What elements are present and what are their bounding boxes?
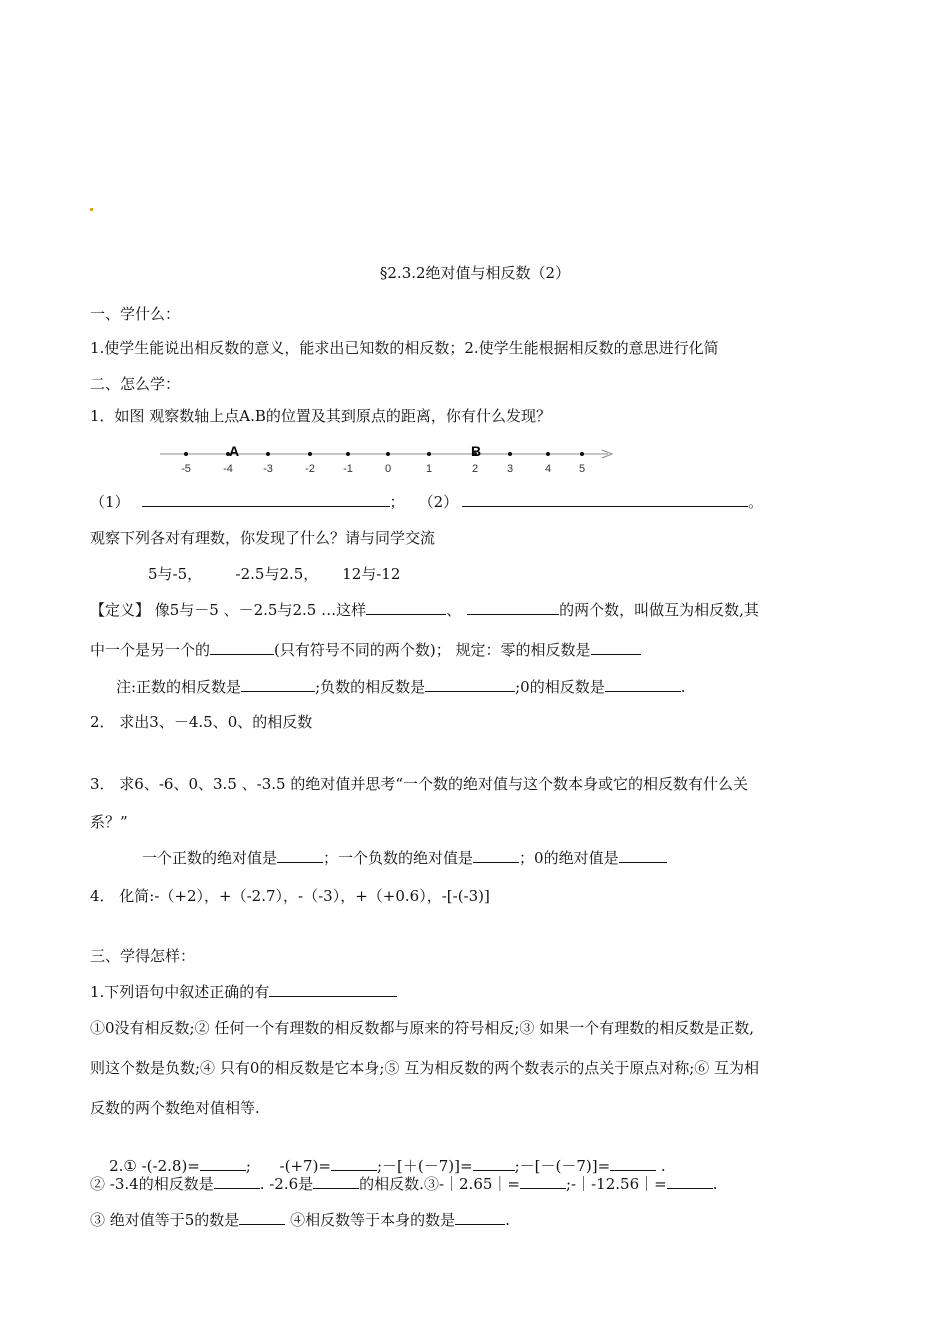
number-line-point — [308, 452, 312, 456]
exercise-3-text-d: ;-｜-12.56｜= — [565, 1175, 667, 1193]
question-2: 2． 求出3、－4.5、0、的相反数 — [90, 713, 313, 731]
number-line-tick-label: 0 — [384, 463, 392, 475]
exercise-2-text-e: . — [656, 1157, 666, 1175]
exercise-2-text-d: ;－[－(－7)]= — [514, 1157, 611, 1175]
exercise-4-text-a: ③ 绝对值等于5的数是 — [90, 1211, 240, 1229]
number-line-tick-label: 1 — [425, 463, 433, 475]
number-line-point — [346, 452, 350, 456]
exercise-2-text-a: 2.① -(-2.8)= — [109, 1157, 200, 1175]
number-line-tick-label: 4 — [544, 463, 552, 475]
number-line-point — [427, 452, 431, 456]
exercise-3-text-a: ② -3.4的相反数是 — [90, 1175, 214, 1193]
learning-goal: 1.使学生能说出相反数的意义，能求出已知数的相反数；2.使学生能根据相反数的意思进行化简 — [90, 339, 719, 357]
definition2-text-a: 中一个是另一个的 — [90, 641, 211, 659]
section-1-heading: 一、学什么： — [90, 305, 181, 323]
number-line-labels — [181, 463, 585, 475]
question-3-continued: 系？” — [90, 813, 128, 831]
exercise-1-text: 1.下列语句中叙述正确的有 — [90, 983, 270, 1001]
number-line-point — [546, 452, 550, 456]
exercise-2-blank-3[interactable] — [473, 1156, 515, 1171]
abs-blank-2[interactable] — [473, 848, 519, 863]
note-text-d: . — [680, 678, 686, 696]
definition-line-2 — [90, 640, 641, 660]
abs-text-a: 一个正数的绝对值是 — [142, 849, 278, 867]
exercise-3 — [90, 1174, 717, 1194]
number-line-tick-label: 5 — [578, 463, 586, 475]
number-line-point — [508, 452, 512, 456]
answer-end: 。 — [748, 493, 764, 511]
exercise-4 — [90, 1210, 510, 1230]
definition2-text-b: (只有符号不同的两个数)； 规定：零的相反数是 — [274, 641, 591, 659]
exercise-1-blank[interactable] — [269, 982, 397, 997]
section-2-heading: 二、怎么学： — [90, 375, 181, 393]
stray-mark — [90, 208, 93, 211]
exercise-1-statements-2: 则这个数是负数;④ 只有0的相反数是它本身;⑤ 互为相反数的两个数表示的点关于原点对称;⑥ 互为相 — [90, 1059, 760, 1077]
number-line-point — [386, 452, 390, 456]
definition-blank-4[interactable] — [591, 640, 641, 655]
exercise-2-blank-2[interactable] — [331, 1156, 377, 1171]
question-3: 3． 求6、-6、0、3.5 、-3.5 的绝对值并思考“一个数的绝对值与这个数本身或它的相反数有什么关 — [90, 775, 748, 793]
number-line-point — [580, 452, 584, 456]
exercise-1 — [90, 982, 397, 1002]
abs-blank-1[interactable] — [277, 848, 323, 863]
exercise-3-blank-1[interactable] — [214, 1174, 260, 1189]
number-line-tick-label: 3 — [506, 463, 514, 475]
answer-2-blank[interactable] — [462, 492, 748, 507]
exercise-2-blank-4[interactable] — [610, 1156, 656, 1171]
number-line-point — [266, 452, 270, 456]
exercise-4-blank-1[interactable] — [239, 1210, 285, 1225]
answer-2-label: （2） — [418, 493, 459, 511]
exercise-1-statements-1: ①0没有相反数;② 任何一个有理数的相反数都与原来的符号相反;③ 如果一个有理数的相反数是正数, — [90, 1019, 754, 1037]
abs-blank-3[interactable] — [619, 848, 667, 863]
question-4: 4． 化简:-（+2），+（-2.7），-（-3），+（+0.6），-[-(-3)] — [90, 887, 490, 905]
number-pairs: 5与-5， -2.5与2.5， 12与-12 — [148, 565, 401, 583]
definition-text-a: 【定义】 像5与－5 、－2.5与2.5 …这样 — [90, 601, 367, 619]
definition-text-c: 的两个数，叫做互为相反数,其 — [559, 601, 759, 619]
definition-blank-1[interactable] — [366, 600, 446, 615]
absolute-value-line — [142, 848, 667, 868]
exercise-3-text-b: . -2.6是 — [259, 1175, 314, 1193]
note-text-b: ;负数的相反数是 — [315, 678, 426, 696]
number-line-tick-label: 2 — [471, 463, 479, 475]
abs-text-b: ；一个负数的绝对值是 — [323, 849, 474, 867]
number-line-tick-label: -1 — [343, 463, 353, 475]
exercise-3-text-e: . — [712, 1175, 718, 1193]
point-b-label: B — [471, 443, 482, 459]
definition-blank-3[interactable] — [210, 640, 274, 655]
observe-prompt: 观察下列各对有理数，你发现了什么？请与同学交流 — [90, 529, 436, 547]
exercise-1-statements-3: 反数的两个数绝对值相等. — [90, 1099, 260, 1117]
number-line-tick-label: -5 — [181, 463, 191, 475]
note-blank-3[interactable] — [605, 677, 681, 692]
note-blank-1[interactable] — [241, 677, 315, 692]
note-text-a: 注:正数的相反数是 — [116, 678, 242, 696]
note-line — [116, 677, 686, 697]
exercise-3-blank-2[interactable] — [313, 1174, 359, 1189]
point-a-label: A — [229, 443, 240, 459]
note-blank-2[interactable] — [425, 677, 515, 692]
exercise-4-blank-2[interactable] — [455, 1210, 505, 1225]
page-title: §2.3.2绝对值与相反数（2） — [379, 264, 571, 282]
number-line-point — [184, 452, 188, 456]
answer-separator: ； — [389, 493, 405, 511]
number-line-tick-label: -4 — [223, 463, 233, 475]
exercise-2-text-b: ; -(+7)= — [245, 1157, 331, 1175]
section-3-heading: 三、学得怎样： — [90, 947, 196, 965]
answer-1-blank[interactable] — [142, 492, 390, 507]
question-1: 1．如图 观察数轴上点A.B的位置及其到原点的距离，你有什么发现？ — [90, 407, 551, 425]
note-text-c: ;0的相反数是 — [515, 678, 605, 696]
exercise-4-text-b: ④相反数等于本身的数是 — [285, 1211, 456, 1229]
number-line-tick-label: -3 — [263, 463, 273, 475]
definition-blank-2[interactable] — [467, 600, 559, 615]
exercise-4-text-c: . — [505, 1211, 510, 1229]
definition-line-1 — [90, 600, 759, 620]
definition-text-b: 、 — [446, 601, 462, 619]
answer-1-label: （1） — [90, 493, 130, 511]
abs-text-c: ；0的绝对值是 — [519, 849, 619, 867]
exercise-2-blank-1[interactable] — [200, 1156, 246, 1171]
exercise-3-text-c: 的相反数.③-｜2.65｜= — [359, 1175, 520, 1193]
number-line — [160, 442, 620, 478]
number-line-tick-label: -2 — [305, 463, 315, 475]
exercise-3-blank-3[interactable] — [520, 1174, 566, 1189]
exercise-2-text-c: ;－[＋(－7)]= — [377, 1157, 473, 1175]
exercise-3-blank-4[interactable] — [667, 1174, 713, 1189]
answer-line-1 — [90, 492, 763, 512]
